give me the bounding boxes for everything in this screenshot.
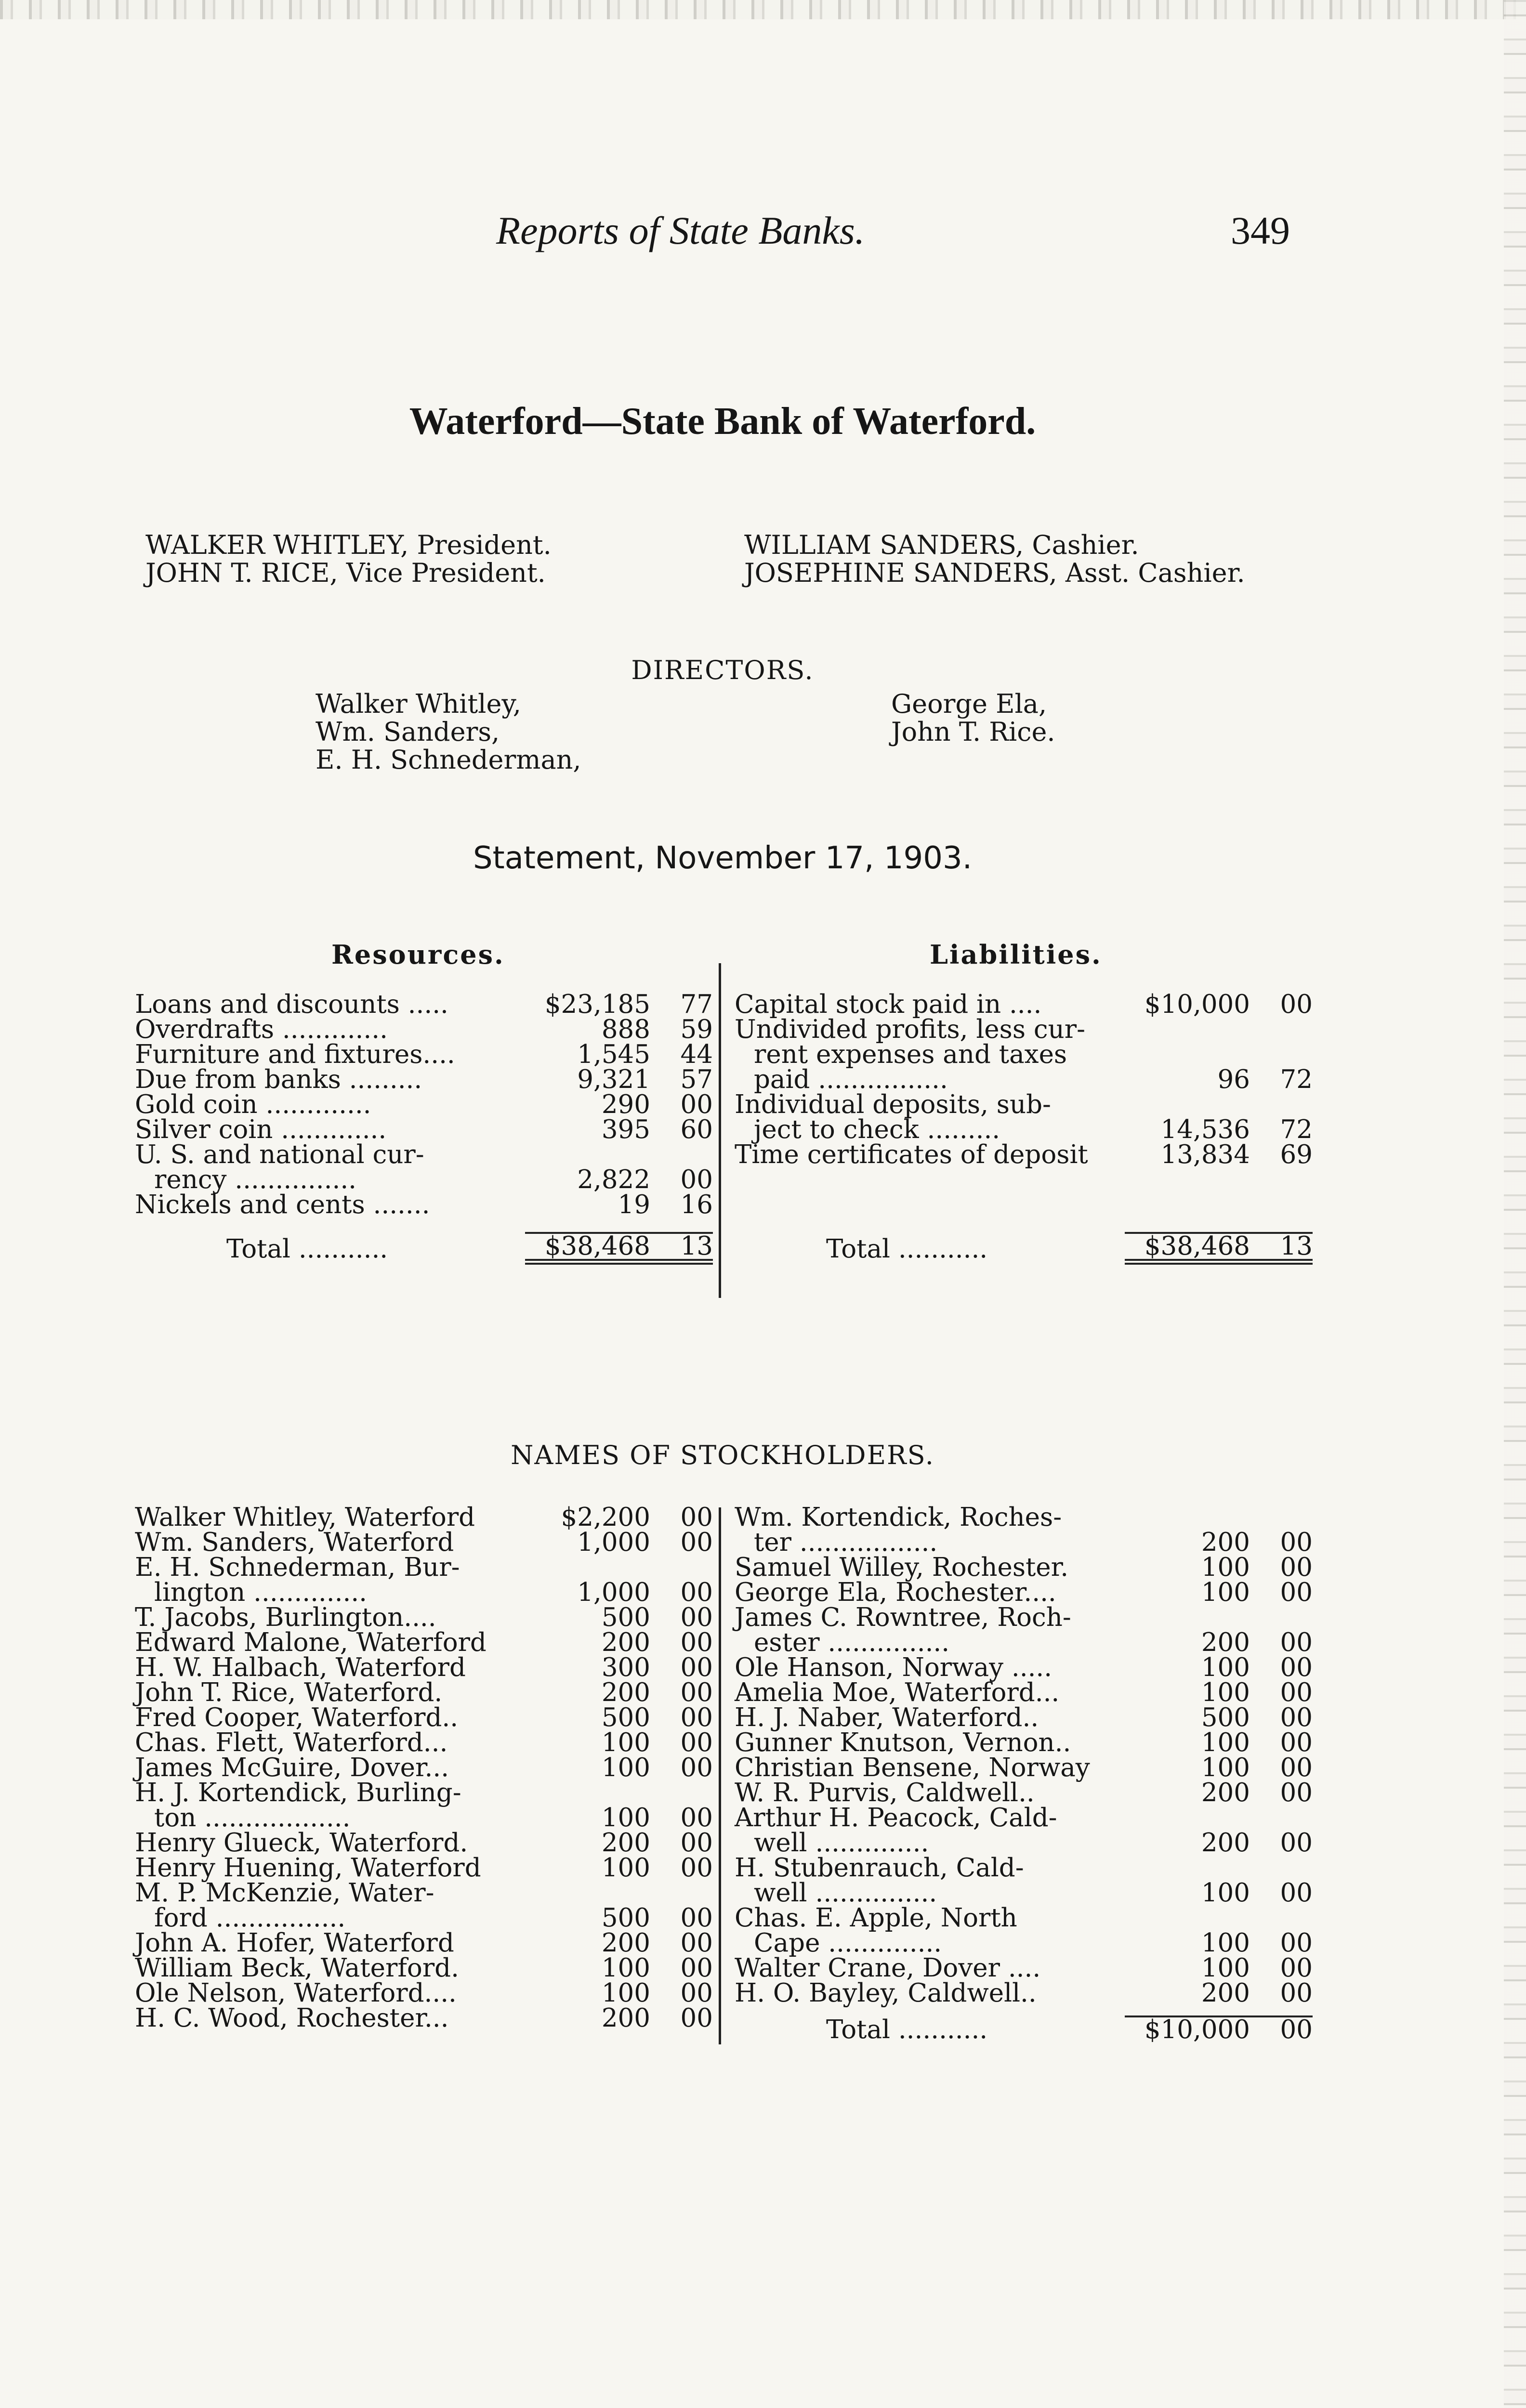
stockholder-row <box>735 1605 1313 1630</box>
row-dollars <box>1125 1605 1250 1630</box>
row-label: Chas. E. Apple, North <box>735 1903 1017 1933</box>
row-label: Henry Glueck, Waterford. <box>135 1828 468 1858</box>
row-cents: 00 <box>680 1753 713 1782</box>
table-row <box>135 1167 713 1192</box>
row-label: well ............... <box>754 1878 937 1908</box>
row-label: Furniture and fixtures.... <box>135 1040 455 1069</box>
row-dollars <box>1125 1906 1250 1931</box>
row-cents: 00 <box>1280 1528 1313 1557</box>
row-dollars: 2,822 <box>577 1165 650 1194</box>
row-label: Undivided profits, less cur- <box>735 1015 1085 1044</box>
row-label: Christian Bensene, Norway <box>735 1753 1090 1782</box>
running-title: Reports of State Banks. <box>496 209 865 252</box>
directors-left <box>316 690 581 774</box>
stockholder-row <box>135 1881 713 1906</box>
row-dollars: 100 <box>601 1853 650 1883</box>
row-dollars: $23,185 <box>544 990 650 1019</box>
row-label: rent expenses and taxes <box>754 1040 1067 1069</box>
row-cents: 00 <box>680 1828 713 1858</box>
stockholder-row <box>135 1505 713 1530</box>
row-dollars: 1,000 <box>577 1528 650 1557</box>
row-dollars: 200 <box>601 1828 650 1858</box>
stockholder-row <box>735 1680 1313 1705</box>
row-dollars: $10,000 <box>1125 2016 1250 2042</box>
officers-left <box>145 531 552 587</box>
row-label: Walter Crane, Dover .... <box>735 1953 1041 1983</box>
row-label: Total ........... <box>226 1234 388 1264</box>
row-cents: 00 <box>1280 1578 1313 1607</box>
stockholder-row <box>735 1580 1313 1605</box>
row-cents: 00 <box>1280 1678 1313 1707</box>
resources-heading: Resources. <box>331 939 505 970</box>
row-dollars <box>525 1780 650 1806</box>
stockholder-row <box>135 1931 713 1956</box>
stockholder-row <box>135 1680 713 1705</box>
row-label: Gunner Knutson, Vernon.. <box>735 1728 1071 1757</box>
row-cents <box>1250 1042 1313 1067</box>
stockholder-row <box>735 1981 1313 2006</box>
stockholders-right-table <box>735 1505 1313 2042</box>
stockholder-row <box>735 1705 1313 1730</box>
row-label: H. Stubenrauch, Cald- <box>735 1853 1024 1883</box>
row-cents: 57 <box>680 1065 713 1094</box>
row-cents <box>1250 1856 1313 1881</box>
row-cents: 44 <box>680 1040 713 1069</box>
table-row <box>135 1142 713 1167</box>
row-cents: 72 <box>1280 1115 1313 1144</box>
row-cents: 00 <box>1280 1753 1313 1782</box>
row-label: William Beck, Waterford. <box>135 1953 459 1983</box>
row-label: John T. Rice, Waterford. <box>135 1678 443 1707</box>
row-label: Wm. Sanders, Waterford <box>135 1528 454 1557</box>
right-page-edge <box>1504 0 1526 2408</box>
stockholder-row <box>135 1856 713 1881</box>
spacer-row <box>735 1167 1313 1192</box>
stockholder-row <box>135 1981 713 2006</box>
row-label: U. S. and national cur- <box>135 1140 424 1169</box>
stockholder-row <box>735 1630 1313 1655</box>
row-label: Chas. Flett, Waterford... <box>135 1728 448 1757</box>
row-label: George Ela, Rochester.... <box>735 1578 1056 1607</box>
resources-table <box>135 992 713 1265</box>
row-label: E. H. Schnederman, Bur- <box>135 1553 460 1582</box>
row-cents: 69 <box>1280 1140 1313 1169</box>
row-cents: 00 <box>1280 1928 1313 1958</box>
directors-right <box>891 690 1055 746</box>
row-dollars <box>1125 1505 1250 1530</box>
row-dollars: 200 <box>601 1678 650 1707</box>
row-dollars: 96 <box>1217 1065 1250 1094</box>
liabilities-table <box>735 992 1313 1265</box>
row-dollars <box>525 1881 650 1906</box>
row-cents: 72 <box>1280 1065 1313 1094</box>
row-dollars: 200 <box>601 1928 650 1958</box>
row-label: Time certificates of deposit <box>735 1140 1088 1169</box>
stockholder-row <box>135 1555 713 1580</box>
stockholder-row <box>135 1580 713 1605</box>
stockholder-row <box>735 1555 1313 1580</box>
row-cents <box>1250 1505 1313 1530</box>
row-label: H. O. Bayley, Caldwell.. <box>735 1978 1037 2008</box>
director-name: E. H. Schnederman, <box>316 745 581 775</box>
row-cents: 00 <box>680 1165 713 1194</box>
row-label: ter ................. <box>754 1528 938 1557</box>
row-cents: 13 <box>1250 1233 1313 1262</box>
row-label: James McGuire, Dover... <box>135 1753 449 1782</box>
row-cents: 00 <box>1280 1778 1313 1807</box>
row-dollars: 290 <box>601 1090 650 1119</box>
row-dollars: 100 <box>601 1953 650 1983</box>
row-dollars: 100 <box>1201 1653 1250 1682</box>
row-dollars: 200 <box>601 2003 650 2033</box>
table-row <box>135 1192 713 1217</box>
liabilities-heading: Liabilities. <box>930 939 1102 970</box>
row-dollars <box>1125 1017 1250 1042</box>
row-label: paid ................ <box>754 1065 948 1094</box>
row-cents: 16 <box>680 1190 713 1219</box>
statement-column-divider <box>719 963 721 1298</box>
total-row <box>735 2016 1313 2042</box>
row-cents <box>650 1881 713 1906</box>
row-dollars: 100 <box>601 1978 650 2008</box>
row-dollars: 100 <box>1201 1878 1250 1908</box>
row-cents: 00 <box>1280 1703 1313 1732</box>
row-label: Nickels and cents ....... <box>135 1190 430 1219</box>
row-dollars <box>1125 1856 1250 1881</box>
row-label: lington .............. <box>154 1578 368 1607</box>
table-row <box>735 1117 1313 1142</box>
stockholder-row <box>735 1856 1313 1881</box>
row-dollars: 100 <box>1201 1728 1250 1757</box>
torn-top-edge <box>0 0 1526 19</box>
row-cents: 00 <box>680 1578 713 1607</box>
row-dollars: 100 <box>1201 1953 1250 1983</box>
stockholder-row <box>735 1530 1313 1555</box>
officer-vice-president: JOHN T. RICE, Vice President. <box>145 558 546 588</box>
row-label: Gold coin ............. <box>135 1090 371 1119</box>
stockholder-row <box>135 1956 713 1981</box>
row-label: Fred Cooper, Waterford.. <box>135 1703 459 1732</box>
stockholder-row <box>735 1505 1313 1530</box>
row-dollars: 200 <box>1201 1828 1250 1858</box>
row-cents: 00 <box>680 1803 713 1832</box>
stockholder-row <box>135 1730 713 1755</box>
row-cents: 13 <box>650 1233 713 1262</box>
officers-right <box>744 531 1245 587</box>
row-dollars: 100 <box>1201 1678 1250 1707</box>
row-cents: 00 <box>680 1090 713 1119</box>
bank-title: Waterford—State Bank of Waterford. <box>409 400 1036 443</box>
stockholder-row <box>135 1530 713 1555</box>
row-label: ford ................ <box>154 1903 346 1933</box>
row-label: Silver coin ............. <box>135 1115 387 1144</box>
row-dollars: $38,468 <box>525 1233 650 1262</box>
total-row <box>135 1233 713 1262</box>
officer-president: WALKER WHITLEY, President. <box>145 530 552 560</box>
row-cents: 00 <box>680 1853 713 1883</box>
row-label: Overdrafts ............. <box>135 1015 388 1044</box>
row-cents <box>1250 1906 1313 1931</box>
row-label: H. C. Wood, Rochester... <box>135 2003 449 2033</box>
row-cents <box>1250 1605 1313 1630</box>
stockholder-row <box>735 1906 1313 1931</box>
row-cents <box>650 1780 713 1806</box>
row-cents: 00 <box>1280 1728 1313 1757</box>
row-label: H. J. Kortendick, Burling- <box>135 1778 461 1807</box>
total-row <box>735 1233 1313 1262</box>
row-label: Total ........... <box>826 1234 988 1264</box>
row-label: Samuel Willey, Rochester. <box>735 1553 1069 1582</box>
row-label: Walker Whitley, Waterford <box>135 1503 475 1532</box>
row-label: John A. Hofer, Waterford <box>135 1928 454 1958</box>
row-label: Individual deposits, sub- <box>735 1090 1051 1119</box>
stockholder-row <box>135 1755 713 1780</box>
row-dollars: 200 <box>601 1628 650 1657</box>
row-dollars: 500 <box>601 1603 650 1632</box>
table-row <box>735 1092 1313 1117</box>
row-dollars: 100 <box>1201 1578 1250 1607</box>
row-dollars: 500 <box>1201 1703 1250 1732</box>
row-dollars: 888 <box>601 1015 650 1044</box>
row-dollars: 9,321 <box>577 1065 650 1094</box>
row-label: Wm. Kortendick, Roches- <box>735 1503 1062 1532</box>
row-dollars: 300 <box>601 1653 650 1682</box>
officer-cashier: WILLIAM SANDERS, Cashier. <box>744 530 1139 560</box>
stockholders-heading: NAMES OF STOCKHOLDERS. <box>511 1440 934 1470</box>
row-label: Loans and discounts ..... <box>135 990 448 1019</box>
table-row <box>735 1017 1313 1042</box>
row-cents: 00 <box>680 1903 713 1933</box>
row-dollars: 200 <box>1201 1628 1250 1657</box>
row-cents: 00 <box>680 1703 713 1732</box>
spacer-row <box>135 1217 713 1233</box>
row-cents <box>650 1142 713 1167</box>
stockholder-row <box>135 1705 713 1730</box>
row-cents: 00 <box>680 1728 713 1757</box>
stockholder-row <box>135 1906 713 1931</box>
table-row <box>735 1067 1313 1092</box>
stockholder-row <box>735 1730 1313 1755</box>
row-dollars: 100 <box>601 1753 650 1782</box>
row-dollars <box>1125 1092 1250 1117</box>
table-row <box>135 992 713 1017</box>
stockholder-row <box>735 1655 1313 1680</box>
stockholder-row <box>135 1806 713 1831</box>
row-label: Total ........... <box>826 2015 988 2044</box>
table-row <box>135 1117 713 1142</box>
stockholder-row <box>135 1605 713 1630</box>
table-row <box>135 1042 713 1067</box>
row-cents: 00 <box>680 1628 713 1657</box>
director-name: John T. Rice. <box>891 717 1055 747</box>
director-name: George Ela, <box>891 689 1047 719</box>
row-cents: 00 <box>1280 1978 1313 2008</box>
row-dollars <box>1125 1806 1250 1831</box>
row-label: well .............. <box>754 1828 929 1858</box>
row-label: H. W. Halbach, Waterford <box>135 1653 466 1682</box>
row-cents: 00 <box>680 1603 713 1632</box>
row-dollars: $38,468 <box>1125 1233 1250 1262</box>
row-cents <box>1250 1806 1313 1831</box>
row-cents: 00 <box>680 1653 713 1682</box>
row-label: ton .................. <box>154 1803 351 1832</box>
row-dollars: 200 <box>1201 1978 1250 2008</box>
stockholder-row <box>735 1831 1313 1856</box>
officer-asst-cashier: JOSEPHINE SANDERS, Asst. Cashier. <box>744 558 1245 588</box>
row-dollars: 100 <box>1201 1553 1250 1582</box>
row-label: Ole Hanson, Norway ..... <box>735 1653 1052 1682</box>
row-cents: 00 <box>1280 1553 1313 1582</box>
stockholder-row <box>135 1655 713 1680</box>
table-row <box>735 1042 1313 1067</box>
table-row <box>135 1067 713 1092</box>
row-label: ject to check ......... <box>754 1115 1000 1144</box>
stockholder-row <box>735 1881 1313 1906</box>
row-cents: 77 <box>680 990 713 1019</box>
row-label: H. J. Naber, Waterford.. <box>735 1703 1039 1732</box>
row-dollars <box>525 1142 650 1167</box>
spacer-row <box>735 1192 1313 1217</box>
stockholders-left-table <box>135 1505 713 2031</box>
stockholder-row <box>135 1831 713 1856</box>
row-cents: 00 <box>1280 1628 1313 1657</box>
row-cents: 00 <box>680 1503 713 1532</box>
row-cents: 00 <box>1280 1878 1313 1908</box>
table-row <box>135 1092 713 1117</box>
row-label: W. R. Purvis, Caldwell.. <box>735 1778 1035 1807</box>
row-dollars: $2,200 <box>561 1503 650 1532</box>
stockholder-row <box>735 1755 1313 1780</box>
table-row <box>135 1017 713 1042</box>
row-label: Amelia Moe, Waterford... <box>735 1678 1060 1707</box>
row-cents: 00 <box>1280 990 1313 1019</box>
row-label: Due from banks ......... <box>135 1065 422 1094</box>
row-label: Edward Malone, Waterford <box>135 1628 487 1657</box>
row-dollars: 500 <box>601 1903 650 1933</box>
row-dollars: 14,536 <box>1160 1115 1250 1144</box>
statement-heading: Statement, November 17, 1903. <box>473 840 973 876</box>
row-dollars <box>525 1555 650 1580</box>
row-cents: 00 <box>680 1678 713 1707</box>
row-dollars: 100 <box>1201 1753 1250 1782</box>
row-label: James C. Rowntree, Roch- <box>735 1603 1071 1632</box>
row-label: Henry Huening, Waterford <box>135 1853 481 1883</box>
row-label: Cape .............. <box>754 1928 942 1958</box>
row-dollars: 1,000 <box>577 1578 650 1607</box>
row-cents: 00 <box>680 1978 713 2008</box>
table-row <box>735 1142 1313 1167</box>
row-label: rency ............... <box>154 1165 357 1194</box>
row-label: Ole Nelson, Waterford.... <box>135 1978 457 2008</box>
row-dollars: 100 <box>601 1803 650 1832</box>
stockholder-row <box>135 1780 713 1806</box>
row-dollars: $10,000 <box>1144 990 1250 1019</box>
row-cents: 00 <box>680 1528 713 1557</box>
row-cents: 60 <box>680 1115 713 1144</box>
director-name: Wm. Sanders, <box>316 717 500 747</box>
table-row <box>735 992 1313 1017</box>
stockholder-row <box>135 2006 713 2031</box>
stockholder-row <box>735 1806 1313 1831</box>
row-dollars: 500 <box>601 1703 650 1732</box>
row-cents: 59 <box>680 1015 713 1044</box>
directors-heading: DIRECTORS. <box>631 655 814 685</box>
row-dollars: 200 <box>1201 1778 1250 1807</box>
row-dollars: 19 <box>618 1190 650 1219</box>
row-cents: 00 <box>680 1928 713 1958</box>
row-cents: 00 <box>1280 1653 1313 1682</box>
row-dollars: 395 <box>601 1115 650 1144</box>
row-cents: 00 <box>1250 2016 1313 2042</box>
row-cents: 00 <box>1280 1828 1313 1858</box>
row-cents <box>1250 1017 1313 1042</box>
row-cents: 00 <box>680 1953 713 1983</box>
stockholders-column-divider <box>719 1507 721 2044</box>
row-dollars: 100 <box>601 1728 650 1757</box>
row-dollars: 100 <box>1201 1928 1250 1958</box>
row-cents <box>650 1555 713 1580</box>
row-label: T. Jacobs, Burlington.... <box>135 1603 436 1632</box>
stockholder-row <box>735 1931 1313 1956</box>
stockholder-row <box>735 1780 1313 1806</box>
director-name: Walker Whitley, <box>316 689 521 719</box>
row-label: ester ............... <box>754 1628 950 1657</box>
row-cents <box>1250 1092 1313 1117</box>
row-dollars <box>1125 1042 1250 1067</box>
row-label: M. P. McKenzie, Water- <box>135 1878 434 1908</box>
page-number: 349 <box>1231 209 1290 252</box>
spacer-row <box>735 1217 1313 1233</box>
row-dollars: 1,545 <box>577 1040 650 1069</box>
stockholder-row <box>735 1956 1313 1981</box>
row-label: Capital stock paid in .... <box>735 990 1042 1019</box>
row-dollars: 200 <box>1201 1528 1250 1557</box>
row-cents: 00 <box>1280 1953 1313 1983</box>
row-dollars: 13,834 <box>1160 1140 1250 1169</box>
stockholder-row <box>135 1630 713 1655</box>
row-label: Arthur H. Peacock, Cald- <box>735 1803 1057 1832</box>
row-cents: 00 <box>680 2003 713 2033</box>
